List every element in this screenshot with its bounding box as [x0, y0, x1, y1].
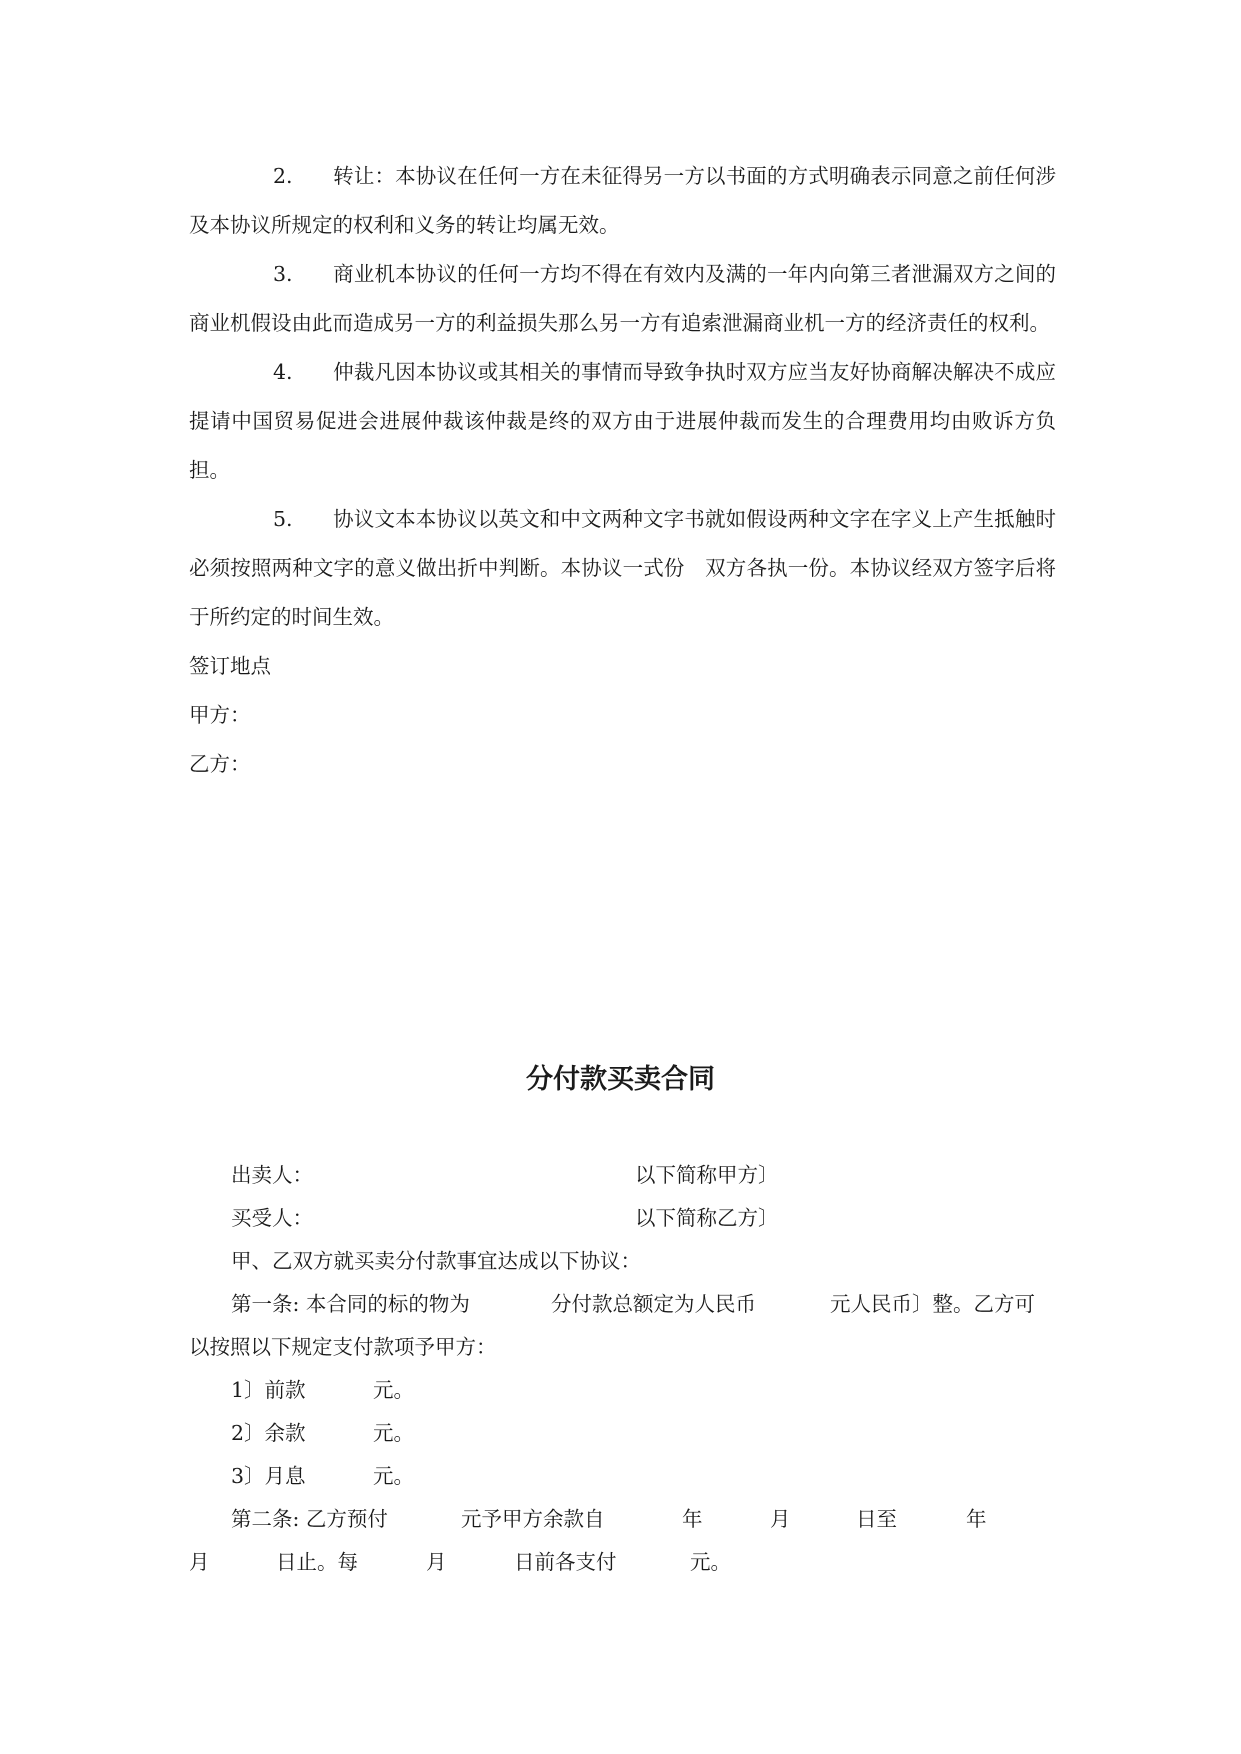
- article-1-text: 以按照以下规定支付款项予甲方：: [189, 1335, 497, 1359]
- clause-text: 仲裁凡因本协议或其相关的事情而导致争执时双方应当友好协商解决解决不成应提请中国贸易促进会进展仲裁该仲裁是终的双方由于进展仲裁而发生的合理费用均由败诉方负担。: [189, 360, 1056, 482]
- payment-item-3: [189, 1455, 1056, 1498]
- article-1-continued: [189, 1326, 1056, 1369]
- intro-row: [189, 1240, 1056, 1283]
- article-2-month-end: 月: [189, 1550, 210, 1574]
- article-2-per-month: 月: [426, 1550, 447, 1574]
- article-2-day-end: 日止。每: [276, 1550, 358, 1574]
- article-2-year: 年: [682, 1507, 703, 1531]
- article-1-row: [189, 1283, 1056, 1326]
- article-1-subject: 第一条: 本合同的标的物为: [231, 1292, 470, 1316]
- contract-title: 分付款买卖合同: [526, 1064, 715, 1095]
- payment-item-unit: 元。: [373, 1464, 414, 1488]
- signing-place: 签订地点: [189, 654, 271, 678]
- payment-item-label: 1〕前款: [231, 1378, 306, 1402]
- article-2-prepay: 第二条: 乙方预付: [231, 1507, 388, 1531]
- clause-text: 转让：本协议在任何一方在未征得另一方以书面的方式明确表示同意之前任何涉及本协议所规定的权利和义务的转让均属无效。: [189, 164, 1056, 237]
- article-2-day-to: 日至: [856, 1507, 897, 1531]
- contract-body: [189, 1154, 1056, 1584]
- article-2-due-day: 日前各支付: [514, 1550, 617, 1574]
- clause-5: [189, 495, 1056, 642]
- article-1-currency: 元人民币〕整。乙方可: [830, 1292, 1035, 1316]
- article-2-balance: 元予甲方余款自: [461, 1507, 605, 1531]
- payment-item-unit: 元。: [373, 1378, 414, 1402]
- buyer-row: [189, 1197, 1056, 1240]
- clause-text: 商业机本协议的任何一方均不得在有效内及满的一年内向第三者泄漏双方之间的商业机假设由此而造成另一方的利益损失那么另一方有追索泄漏商业机一方的经济责任的权利。: [189, 262, 1056, 335]
- clause-3: [189, 250, 1056, 348]
- seller-label: 出卖人：: [231, 1163, 313, 1187]
- article-2-row: [189, 1498, 1056, 1541]
- article-2-continued: [189, 1541, 1056, 1584]
- article-2-amount: 元。: [690, 1550, 731, 1574]
- buyer-note: 以下简称乙方〕: [635, 1206, 779, 1230]
- payment-item-unit: 元。: [373, 1421, 414, 1445]
- buyer-label: 买受人：: [231, 1206, 313, 1230]
- party-a-signature: 甲方：: [189, 703, 251, 727]
- agreement-clauses: [189, 152, 1056, 789]
- clause-4: [189, 348, 1056, 495]
- clause-number: 4.: [273, 360, 293, 384]
- payment-item-label: 2〕余款: [231, 1421, 306, 1445]
- article-1-total: 分付款总额定为人民币: [551, 1292, 756, 1316]
- clause-text: 协议文本本协议以英文和中文两种文字书就如假设两种文字在字义上产生抵触时必须按照两种文字的意义做出折中判断。本协议一式份 双方各执一份。本协议经双方签字后将于所约定的时间生效。: [189, 507, 1056, 629]
- clause-2: [189, 152, 1056, 250]
- article-2-month: 月: [770, 1507, 791, 1531]
- clause-number: 3.: [273, 262, 293, 286]
- seller-note: 以下简称甲方〕: [635, 1163, 779, 1187]
- clause-number: 5.: [273, 507, 293, 531]
- payment-item-2: [189, 1412, 1056, 1455]
- article-2-year-end: 年: [966, 1507, 987, 1531]
- clause-number: 2.: [273, 164, 293, 188]
- payment-item-1: [189, 1369, 1056, 1412]
- payment-item-label: 3〕月息: [231, 1464, 306, 1488]
- seller-row: [189, 1154, 1056, 1197]
- intro-text: 甲、乙双方就买卖分付款事宜达成以下协议：: [231, 1249, 641, 1273]
- party-b-signature: 乙方：: [189, 752, 251, 776]
